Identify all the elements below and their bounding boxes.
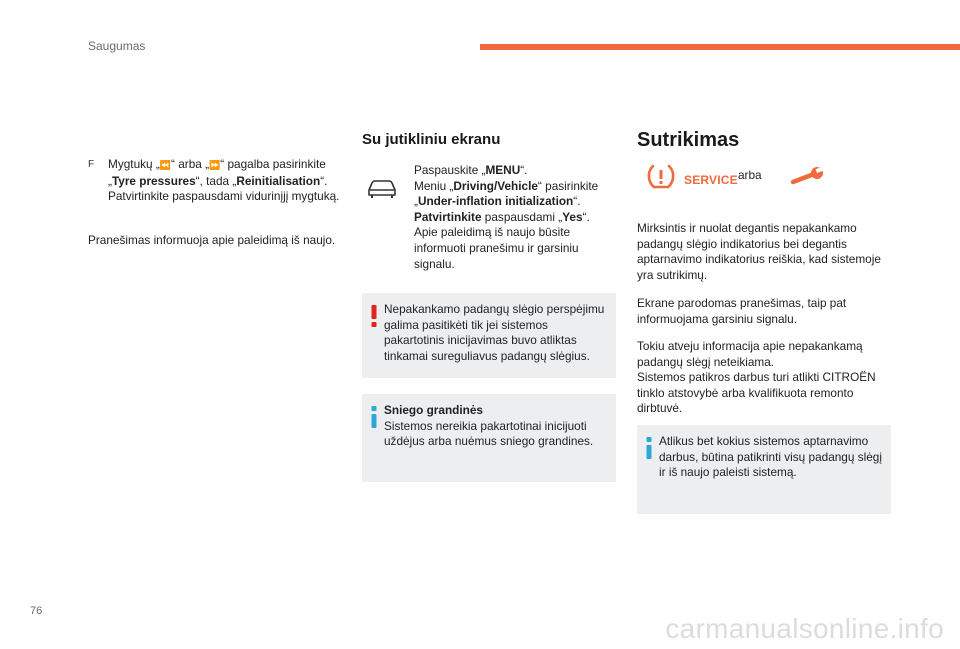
warning-box (362, 293, 616, 378)
malfunction-heading: Sutrikimas (637, 129, 740, 151)
exclamation-icon (370, 305, 378, 332)
step-text: Meniu „ (414, 178, 454, 193)
service-indicator-icon (684, 171, 738, 189)
step-line (414, 179, 614, 210)
service-label: SERVICE (684, 173, 738, 187)
step-text: “ pagalba pasirinkite „ (108, 157, 326, 188)
prev-button-icon: ⏪ (159, 160, 172, 170)
info-box-snow-chains (362, 394, 616, 482)
reinit-note: Pranešimas informuoja apie paleidimą iš naujo. (88, 233, 336, 247)
next-button-icon: ⏩ (209, 160, 221, 170)
info-title: Sniego grandinės (384, 403, 483, 417)
info-text (384, 403, 610, 450)
page-number: 76 (30, 605, 43, 617)
tyre-pressure-warning-icon (646, 162, 676, 197)
step-text: Paspauskite „ (414, 163, 486, 177)
menu-option: Tyre pressures (111, 173, 196, 188)
step-text: “ pasirinkite „ (414, 178, 599, 209)
touchscreen-steps (414, 163, 614, 272)
reinit-step (88, 157, 350, 205)
header-accent-bar (480, 44, 960, 50)
step-line: Apie paleidimą iš naujo būsite informuoti pranešimu ir garsiniu signalu. (414, 225, 579, 271)
step-line (414, 163, 614, 179)
touchscreen-heading: Su jutikliniu ekranu (362, 131, 501, 148)
watermark: carmanualsonline.info (665, 613, 944, 644)
step-text: “. (582, 209, 590, 224)
step-text: Mygtukų „ (108, 157, 160, 171)
step-text: “. (520, 163, 528, 177)
info-icon (370, 406, 378, 433)
malfunction-para-1: Mirksintis ir nuolat degantis nepakankamo padangų slėgio indikatorius bei degantis aptarnavimo indikatorius reiškia, kad sistemoje yra sutrikimų. (637, 221, 881, 282)
step-text: “ arba „ (171, 157, 210, 171)
info-box-after-service (637, 425, 891, 514)
header-section-label: Saugumas (88, 39, 146, 53)
menu-option: Under-inflation initialization (417, 194, 574, 209)
warning-text: Nepakankamo padangų slėgio perspėjimu galima pasitikėti tik jei sistemos pakartotinis inicijavimas buvo atliktas tinkamai sureguliavus padangų slėgius. (384, 302, 605, 363)
malfunction-para-2: Ekrane parodomas pranešimas, taip pat informuojama garsiniu signalu. (637, 296, 847, 326)
or-text: arba (738, 168, 762, 182)
menu-option: Driving/Vehicle (453, 178, 538, 193)
malfunction-para-3 (637, 339, 891, 417)
step-text: “. Patvirtinkite paspausdami vidurinįjį mygtuką. (108, 173, 340, 204)
menu-option: Yes (562, 209, 583, 224)
malfunction-para-3a: Tokiu atveju informacija apie nepakankamą padangų slėgį neteikiama. (637, 339, 863, 369)
step-text: “, tada „ (195, 173, 237, 188)
car-outline-icon (366, 175, 398, 204)
malfunction-para-3b: Sistemos patikros darbus turi atlikti CITROËN tinklo atstovybė arba kvalifikuota remonto dirbtuvė. (637, 370, 876, 416)
menu-option: Patvirtinkite (414, 209, 482, 224)
menu-option: Reinitialisation (236, 173, 321, 188)
menu-option: MENU (485, 163, 521, 177)
bullet-arrow-icon: F (88, 159, 95, 170)
step-line (414, 210, 614, 226)
info-icon (645, 437, 653, 464)
info-text: Atlikus bet kokius sistemos aptarnavimo darbus, būtina patikrinti visų padangų slėgį ir iš naujo paleisti sistemą. (659, 434, 882, 480)
step-text: paspausdami „ (481, 209, 563, 224)
info-body: Sistemos nereikia pakartotinai inicijuoti uždėjus arba nuėmus sniego grandines. (384, 418, 594, 449)
step-text: “. (573, 194, 581, 209)
wrench-icon (790, 164, 826, 195)
